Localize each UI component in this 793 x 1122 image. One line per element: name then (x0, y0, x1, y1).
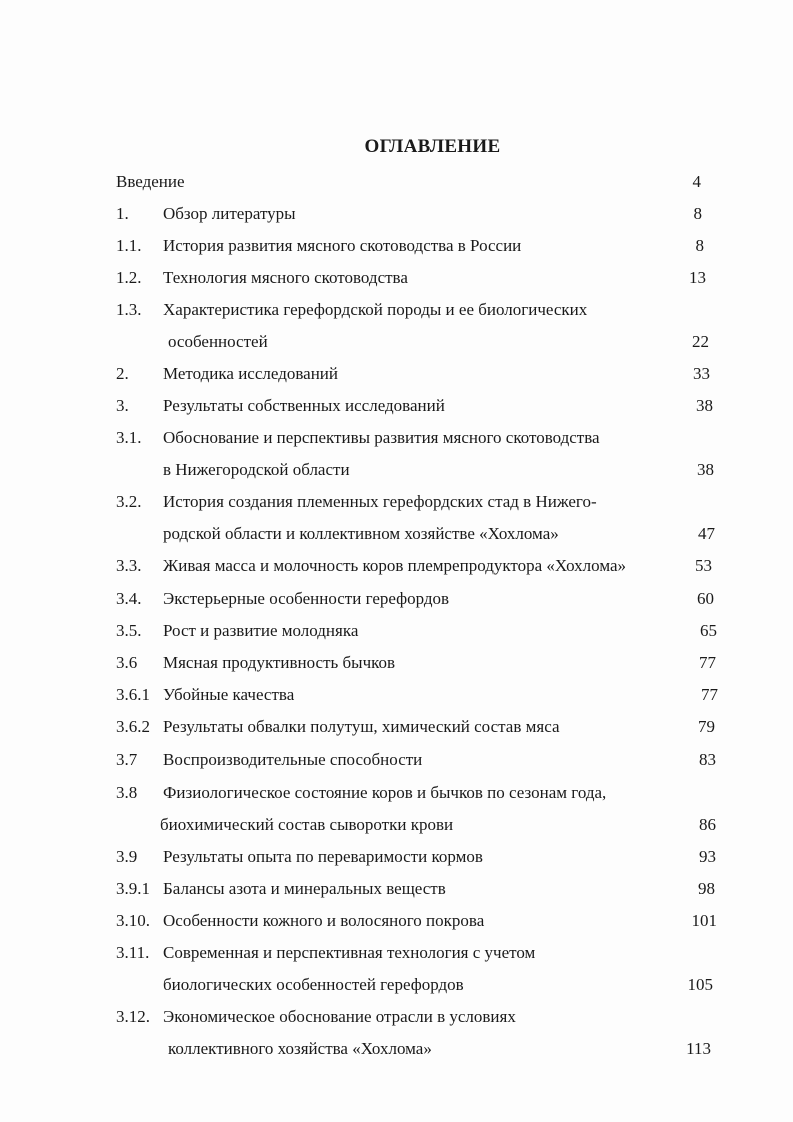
toc-entry-page: 77 (699, 653, 716, 672)
toc-entry-text: Живая масса и молочность коров племрепродуктора «Хохлома» (163, 556, 627, 575)
toc-entry-page: 22 (692, 332, 709, 351)
toc-entry-number: 3.6 (116, 653, 138, 672)
toc-entry-text-continued: особенностей (168, 332, 268, 351)
toc-entry-text-continued: биологических особенностей герефордов (163, 975, 464, 994)
toc-entry-page: 101 (691, 911, 717, 930)
toc-entry-text-continued: коллективного хозяйства «Хохлома» (168, 1039, 432, 1058)
toc-entry-page: 53 (695, 556, 712, 575)
toc-entry-number: 3. (116, 396, 129, 415)
toc-entry-page: 60 (697, 589, 714, 608)
toc-entry-number: 3.6.2 (116, 717, 150, 736)
toc-entry-page: 86 (699, 815, 716, 834)
toc-entry-page: 98 (698, 879, 715, 898)
toc-entry-number: 3.4. (116, 589, 142, 608)
toc-entry-text-continued: в Нижегородской области (163, 460, 350, 479)
toc-entry-number: 3.6.1 (116, 685, 150, 704)
toc-entry-text: Технология мясного скотоводства (163, 268, 408, 287)
toc-entry-number: 3.9.1 (116, 879, 150, 898)
toc-entry-text: История развития мясного скотоводства в России (163, 236, 522, 255)
toc-entry-text: Обзор литературы (163, 204, 296, 223)
toc-entry-text: Экономическое обоснование отрасли в условиях (163, 1007, 516, 1026)
toc-entry-text: Характеристика герефордской породы и ее биологических (163, 300, 588, 319)
toc-entry-text: Результаты обвалки полутуш, химический состав мяса (163, 717, 560, 736)
toc-entry-text: Воспроизводительные способности (163, 750, 423, 769)
toc-entry-text-continued: родской области и коллективном хозяйстве «Хохлома» (163, 524, 559, 543)
toc-entry-page: 105 (687, 975, 713, 994)
toc-entry-page: 83 (699, 750, 716, 769)
toc-entry-page: 113 (686, 1039, 711, 1058)
toc-entry-number: 1.1. (116, 236, 142, 255)
toc-entry-text: Мясная продуктивность бычков (163, 653, 396, 672)
toc-entry-number: 3.2. (116, 492, 142, 511)
toc-entry-text: Убойные качества (163, 685, 295, 704)
toc-entry-page: 33 (693, 364, 710, 383)
toc-entry-text: Особенности кожного и волосяного покрова (163, 911, 485, 930)
toc-entry-page: 38 (696, 396, 713, 415)
page-title: ОГЛАВЛЕНИЕ (364, 136, 501, 157)
toc-entry-number: 1.2. (116, 268, 142, 287)
toc-entry-number: 3.5. (116, 621, 142, 640)
toc-entry-text: Рост и развитие молодняка (163, 621, 359, 640)
toc-entry-page: 38 (697, 460, 714, 479)
toc-entry-text: Результаты опыта по переваримости кормов (163, 847, 483, 866)
toc-entry-number: 2. (116, 364, 129, 383)
toc-entry-text: Методика исследований (163, 364, 338, 383)
toc-entry-number: 1. (116, 204, 129, 223)
toc-entry-number: 3.11. (116, 943, 150, 962)
toc-entry-text: Физиологическое состояние коров и бычков по сезонам года, (163, 783, 607, 802)
toc-entry-number: 3.1. (116, 428, 142, 447)
toc-entry-number: 1.3. (116, 300, 142, 319)
toc-entry-page: 8 (695, 236, 704, 255)
toc-entry-text: Введение (116, 172, 185, 191)
toc-entry-page: 79 (698, 717, 715, 736)
toc-entry-page: 47 (698, 524, 715, 543)
toc-entry-page: 4 (692, 172, 701, 191)
toc-entry-number: 3.10. (116, 911, 150, 930)
toc-entry-page: 93 (699, 847, 716, 866)
toc-entry-text: Экстерьерные особенности герефордов (163, 589, 450, 608)
toc-entry-text: Балансы азота и минеральных веществ (163, 879, 446, 898)
toc-entry-page: 8 (693, 204, 702, 223)
toc-entry-number: 3.7 (116, 750, 138, 769)
toc-entry-page: 13 (689, 268, 706, 287)
toc-entry-number: 3.12. (116, 1007, 150, 1026)
toc-entry-text: Современная и перспективная технология с учетом (163, 943, 536, 962)
toc-entry-text-continued: биохимический состав сыворотки крови (160, 815, 454, 834)
toc-entry-page: 77 (701, 685, 718, 704)
toc-entry-page: 65 (700, 621, 717, 640)
toc-entry-number: 3.8 (116, 783, 138, 802)
toc-entry-text: Обоснование и перспективы развития мясного скотоводства (163, 428, 600, 447)
toc-entry-number: 3.3. (116, 556, 142, 575)
toc-entry-text: Результаты собственных исследований (163, 396, 445, 415)
toc-entry-number: 3.9 (116, 847, 138, 866)
toc-entry-text: История создания племенных герефордских стад в Нижего- (163, 492, 597, 511)
